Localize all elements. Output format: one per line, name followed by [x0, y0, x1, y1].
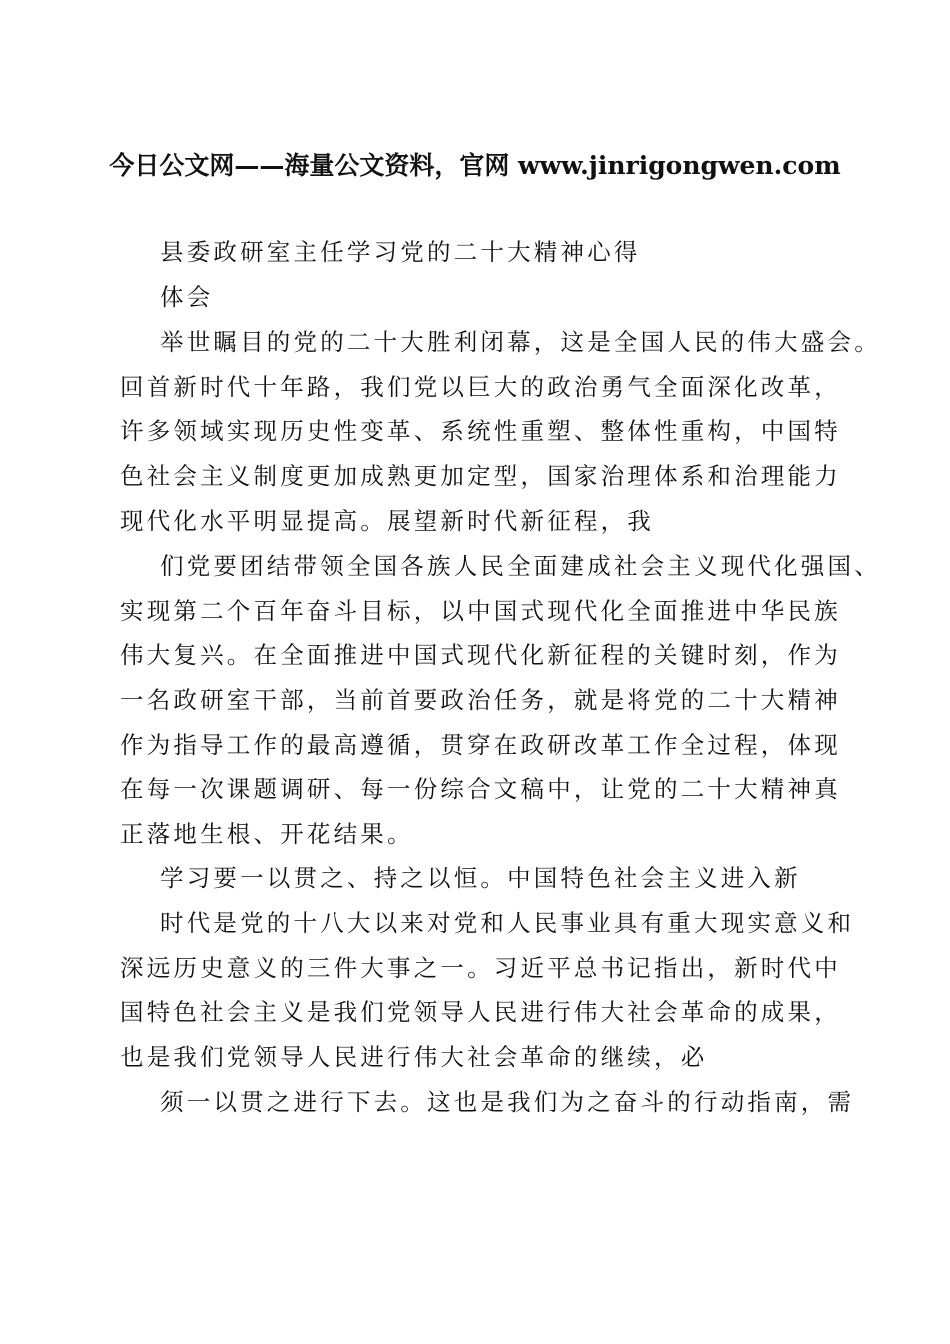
- paragraph-line: 们党要团结带领全国各族人民全面建成社会主义现代化强国、: [160, 552, 881, 580]
- paragraph-line: 国特色社会主义是我们党领导人民进行伟大社会革命的成果，: [120, 998, 841, 1026]
- site-header: 今日公文网——海量公文资料，官网 www.jinrigongwen.com: [109, 151, 841, 180]
- paragraph-line: 一名政研室干部，当前首要政治任务，就是将党的二十大精神: [120, 686, 841, 714]
- paragraph-line: 色社会主义制度更加成熟更加定型，国家治理体系和治理能力: [120, 462, 841, 490]
- paragraph-line: 回首新时代十年路，我们党以巨大的政治勇气全面深化改革，: [120, 373, 841, 401]
- paragraph-line: 举世瞩目的党的二十大胜利闭幕，这是全国人民的伟大盛会。: [160, 328, 881, 356]
- paragraph-line: 作为指导工作的最高遵循，贯穿在政研改革工作全过程，体现: [120, 731, 841, 759]
- paragraph-line: 时代是党的十八大以来对党和人民事业具有重大现实意义和: [160, 909, 855, 937]
- paragraph-line: 实现第二个百年奋斗目标，以中国式现代化全面推进中华民族: [120, 597, 841, 625]
- paragraph-line: 许多领域实现历史性变革、系统性重塑、整体性重构，中国特: [120, 417, 841, 445]
- paragraph-line: 伟大复兴。在全面推进中国式现代化新征程的关键时刻，作为: [120, 641, 841, 669]
- document-title-continued: 体会: [160, 283, 214, 311]
- paragraph-line: 学习要一以贯之、持之以恒。中国特色社会主义进入新: [160, 864, 801, 892]
- paragraph-line: 也是我们党领导人民进行伟大社会革命的继续，必: [120, 1043, 708, 1071]
- paragraph-line: 在每一次课题调研、每一份综合文稿中，让党的二十大精神真: [120, 775, 841, 803]
- document-title: 县委政研室主任学习党的二十大精神心得: [160, 238, 641, 266]
- paragraph-line: 须一以贯之进行下去。这也是我们为之奋斗的行动指南，需: [160, 1088, 855, 1116]
- paragraph-line: 深远历史意义的三件大事之一。习近平总书记指出，新时代中: [120, 954, 841, 982]
- paragraph-line: 现代化水平明显提高。展望新时代新征程，我: [120, 507, 654, 535]
- paragraph-line: 正落地生根、开花结果。: [120, 820, 414, 848]
